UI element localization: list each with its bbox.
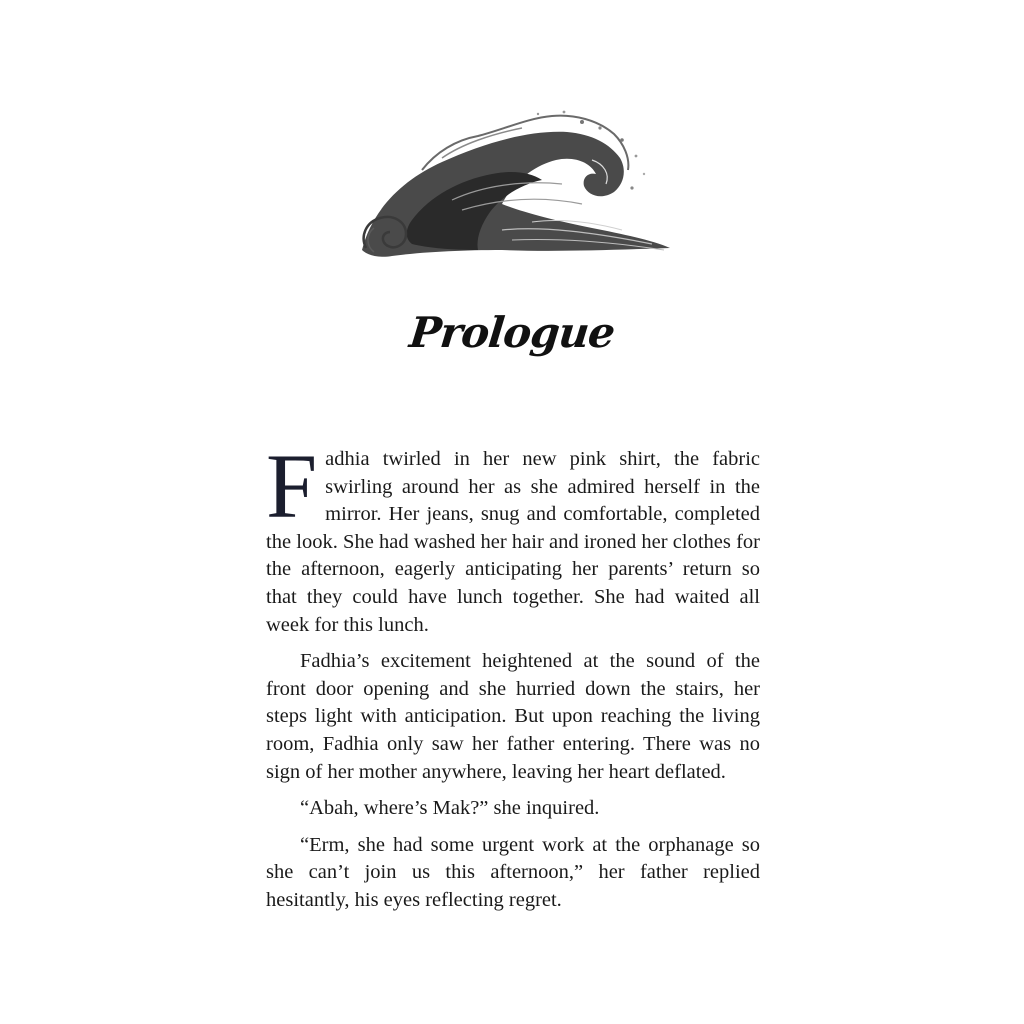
paragraph-1 — [266, 435, 760, 639]
paragraph-2: Fadhia’s excitement heightened at the sound of the front door opening and she hurried down the stairs, her steps light with anticipation. But upon reaching the living room, Fadhia only saw her father entering. There was no sign of her mother anywhere, leaving her heart deflated. — [266, 650, 760, 783]
chapter-body — [266, 435, 760, 924]
wave-illustration-icon — [352, 100, 672, 270]
chapter-title: Prologue — [407, 308, 617, 357]
paragraph-4: “Erm, she had some urgent work at the orphanage so she can’t join us this afternoon,” her father replied hesitantly, his eyes reflecting regret. — [266, 833, 760, 911]
paragraph-3: “Abah, where’s Mak?” she inquired. — [300, 797, 600, 820]
paragraph-1-text: adhia twirled in her new pink shirt, the fabric swirling around her as she admired herself in the mirror. Her jeans, snug and comfortable, completed the look. She had washed her hair and ironed her clothes for the afternoon, eagerly anticipating her parents’ return so that they could have lunch together. She had waited all week for this lunch. — [266, 448, 760, 636]
drop-cap: F — [266, 435, 318, 537]
